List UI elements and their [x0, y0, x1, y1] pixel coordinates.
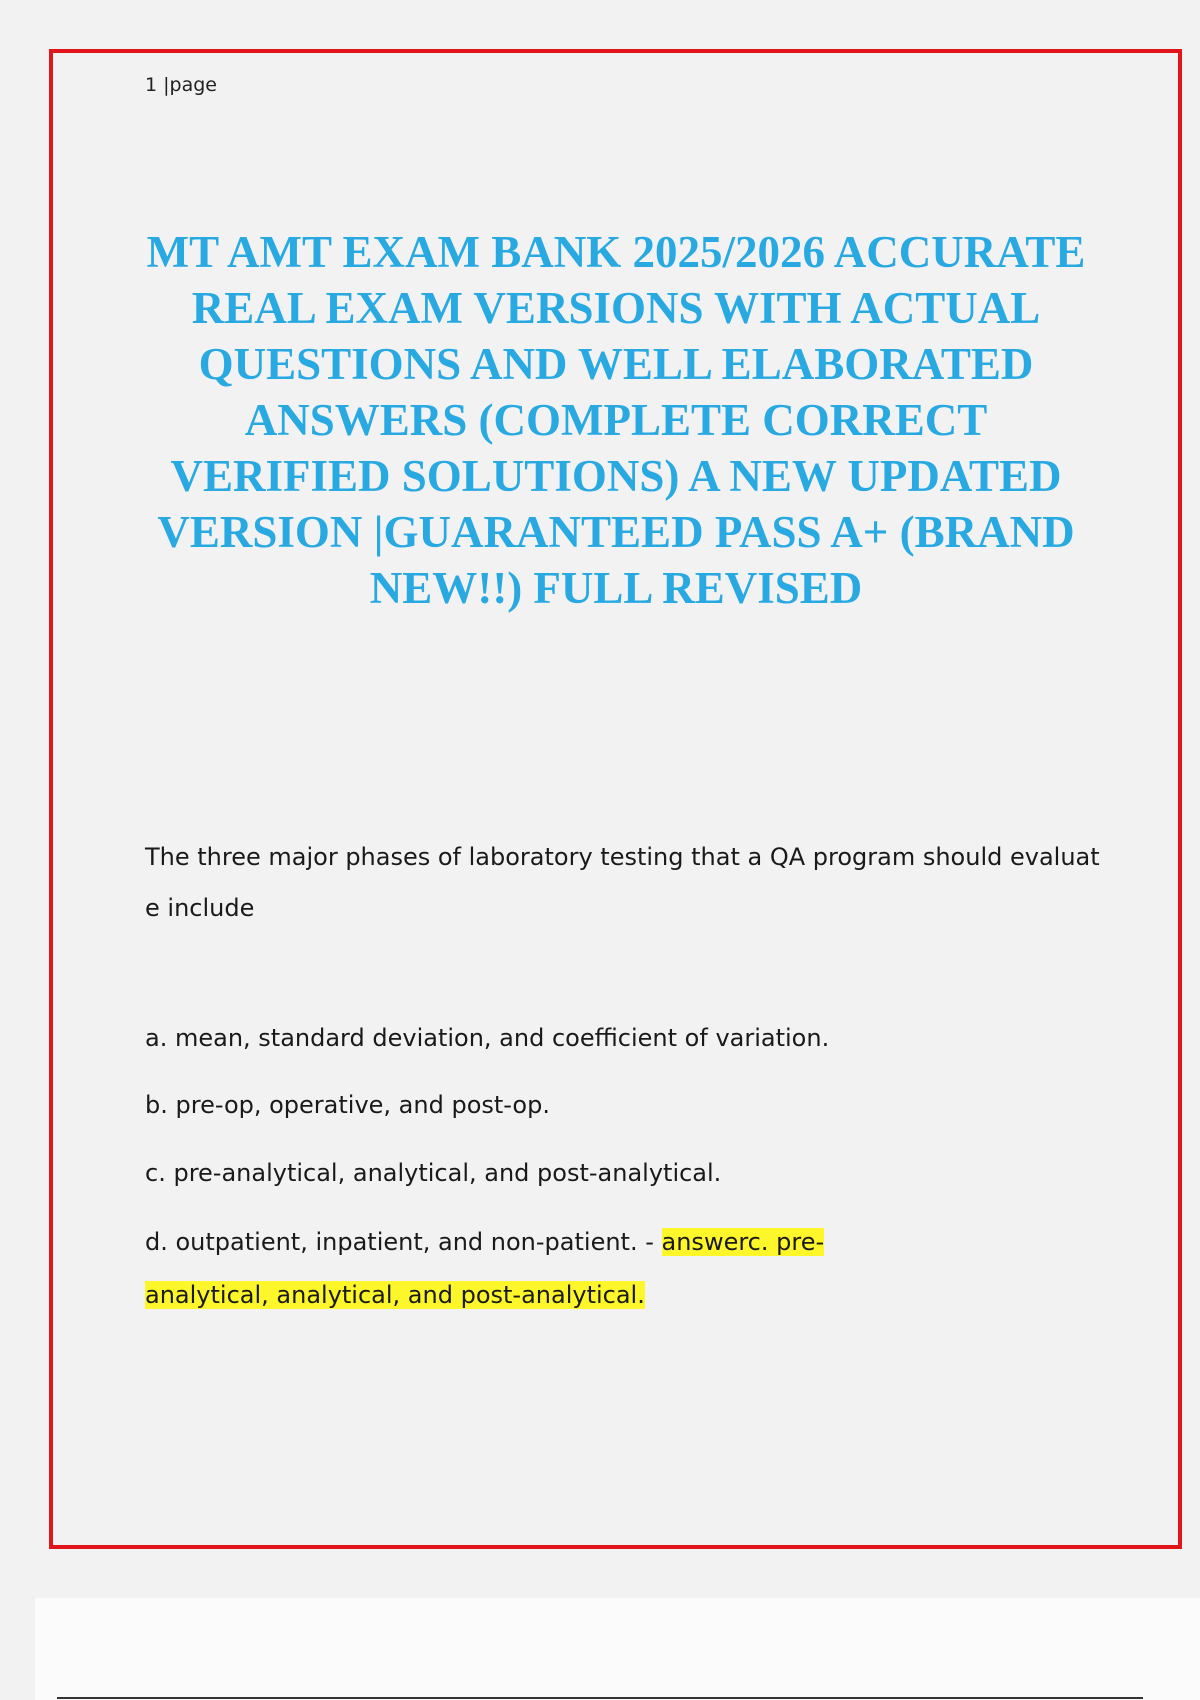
- option-c: c. pre-analytical, analytical, and post-analytical.: [145, 1159, 722, 1187]
- answer-continuation: [145, 1279, 645, 1311]
- answer-highlight: answerc. pre-: [661, 1228, 825, 1256]
- option-b: b. pre-op, operative, and post-op.: [145, 1091, 550, 1119]
- option-d-text: d. outpatient, inpatient, and non-patient. -: [145, 1228, 662, 1256]
- option-d: [145, 1226, 824, 1258]
- option-a: a. mean, standard deviation, and coefficient of variation.: [145, 1024, 830, 1052]
- document-title: MT AMT EXAM BANK 2025/2026 ACCURATE REAL EXAM VERSIONS WITH ACTUAL QUESTIONS AND WELL ELABORATED ANSWERS (COMPLETE CORRECT VERIFIED SOLUTIONS) A NEW UPDATED VERSION |GUARANTEED PASS A+ (BRAND NEW!!) FULL REVISED: [146, 227, 1086, 613]
- next-page-preview: [35, 1598, 1200, 1700]
- page-number: 1 |page: [145, 74, 217, 96]
- footer-divider: [57, 1697, 1143, 1699]
- question-text: The three major phases of laboratory testing that a QA program should evaluate include: [145, 843, 1100, 922]
- answer-highlight-continued: analytical, analytical, and post-analytical.: [145, 1281, 645, 1309]
